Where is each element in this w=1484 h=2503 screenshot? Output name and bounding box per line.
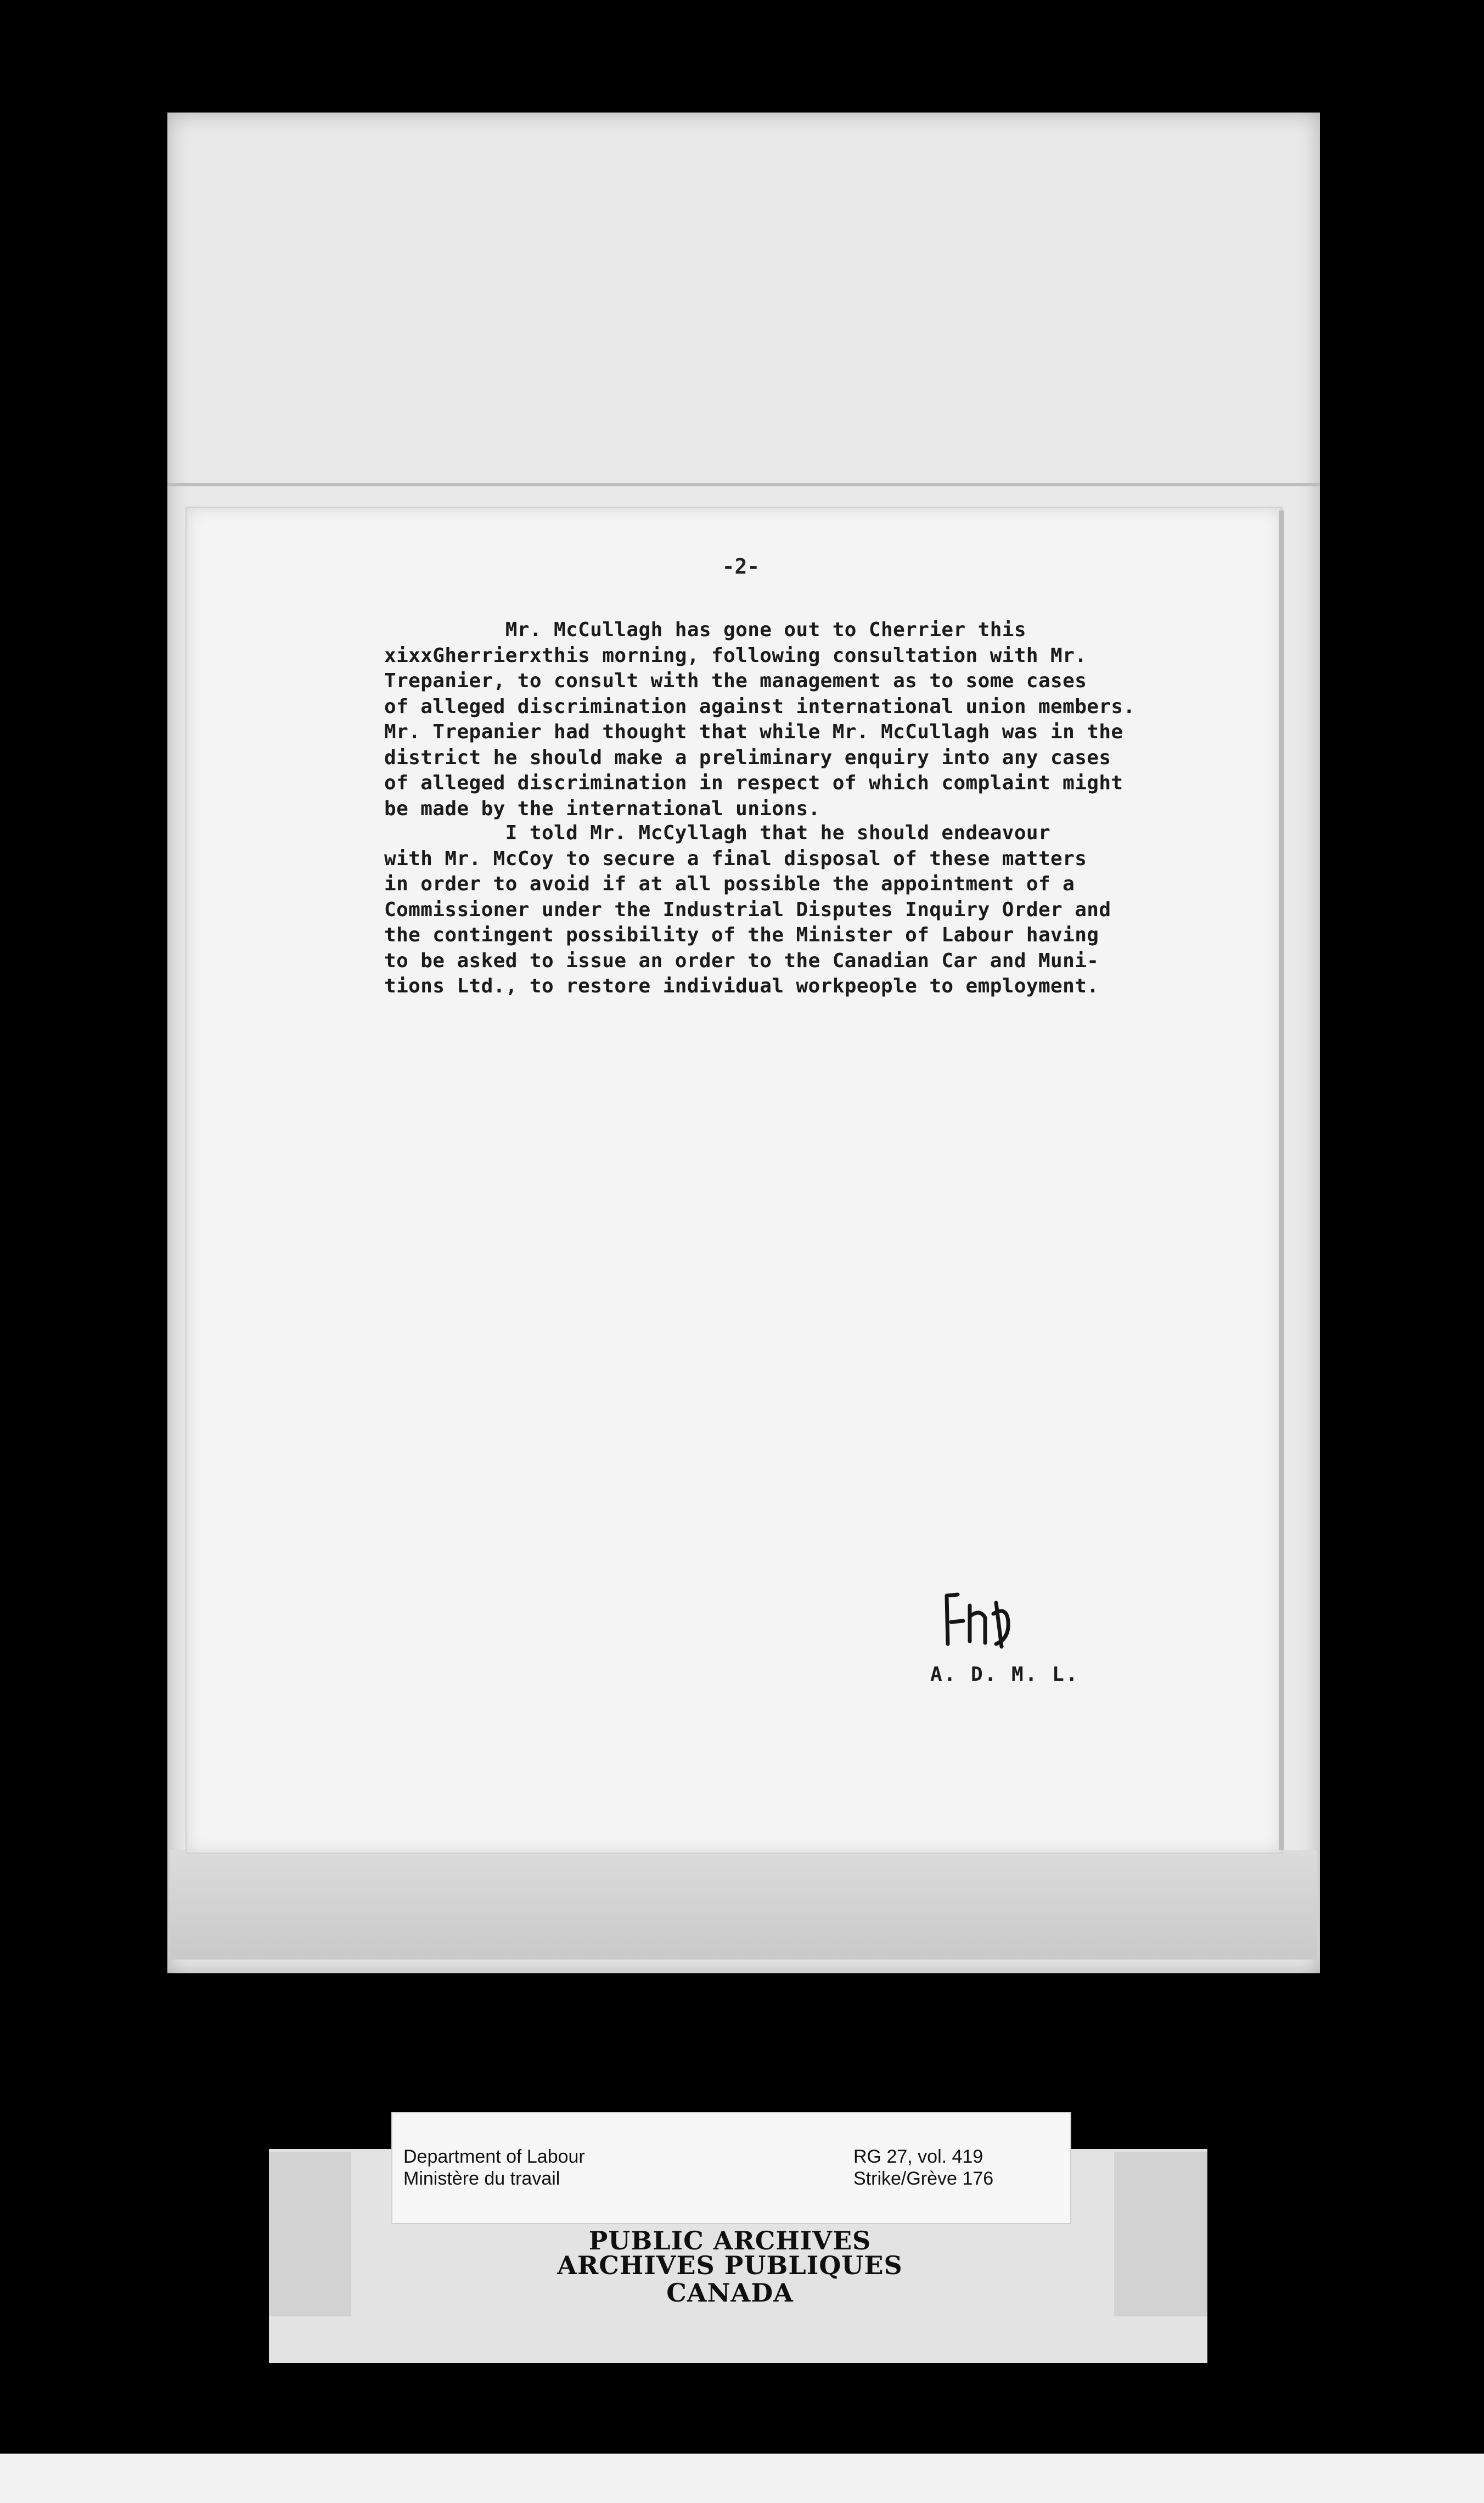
letter-paragraph-2: I told Mr. McCyllagh that he should endeavour with Mr. McCoy to secure a final disposal of these matters in order to avoid if at all possible the appointment of a Commissioner under the Industrial Disputes Inquiry Order and the contingent possibility of the Minister of Labour having to be asked to issue an order to the Canadian Car and Muni- tions Ltd., to restore individual workpeople to employment.	[384, 822, 1111, 997]
reference-volume: RG 27, vol. 419	[853, 2146, 983, 2167]
archive-stamp-line-3: CANADA	[666, 2278, 794, 2308]
department-french: Ministère du travail	[403, 2168, 560, 2189]
archive-label-right-tab	[1114, 2152, 1207, 2316]
reference-strike: Strike/Grève 176	[853, 2168, 994, 2189]
sender-initials: A. D. M. L.	[930, 1663, 1080, 1686]
backing-sheet-bottom	[170, 1850, 1317, 1960]
department-english: Department of Labour	[403, 2146, 585, 2167]
letter-paragraph-1: Mr. McCullagh has gone out to Cherrier this xixxGherrierxthis morning, following consultation with Mr. Trepanier, to consult with the management as to some cases of alleged discrimination against international union members. Mr. Trepanier had thought that while Mr. McCullagh was in the district he should make a preliminary enquiry into any cases of alleged discrimination in respect of which complaint might be made by the international unions.	[384, 619, 1136, 820]
letter-page-edge	[1279, 510, 1284, 1850]
archive-stamp-line-2: ARCHIVES PUBLIQUES	[557, 2251, 903, 2280]
handwritten-signature	[941, 1584, 1029, 1655]
scan-bottom-margin	[0, 2454, 1484, 2503]
archive-stamp-line-1: PUBLIC ARCHIVES	[588, 2226, 872, 2255]
archive-label-left-tab	[269, 2152, 351, 2316]
sheet-fold-line	[167, 483, 1320, 486]
page-number: -2-	[722, 554, 760, 579]
